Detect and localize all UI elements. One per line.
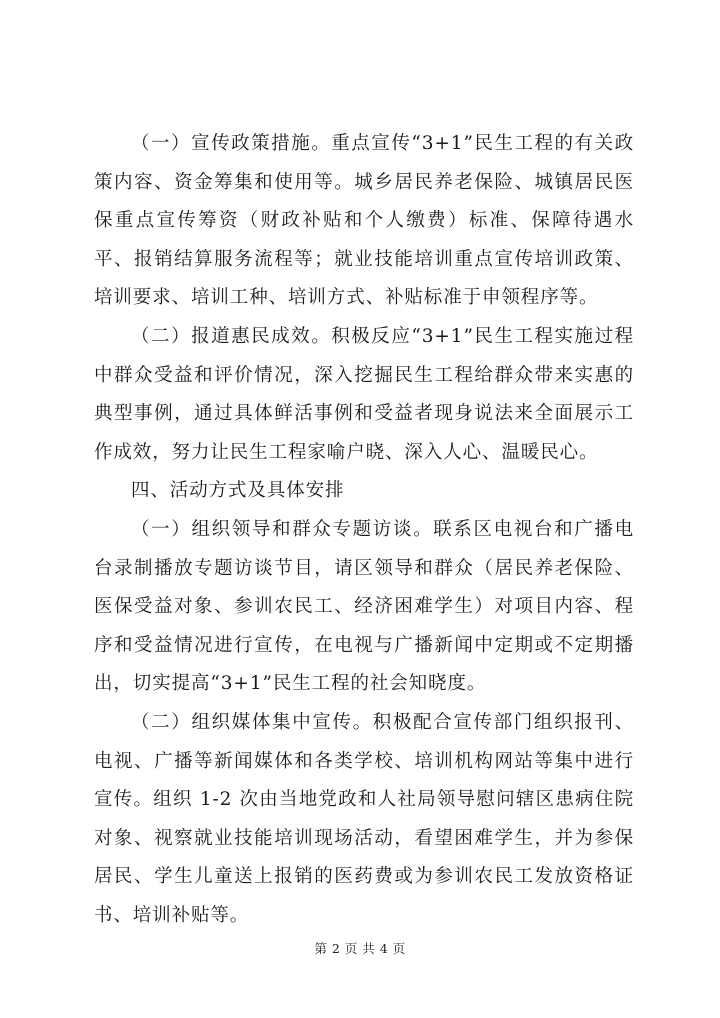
section-heading-activities: 四、活动方式及具体安排 bbox=[131, 480, 345, 502]
paragraph-publicity-policy: （一）宣传政策措施。重点宣传“3+1”民生工程的有关政策内容、资金筹集和使用等。城乡居民养老保险、城镇居民医保重点宣传筹资（财政补贴和个人缴费）标准、保障待遇水平、报销结算服务流程等；就业技能培训重点宣传培训政策、培训要求、培训工种、培训方式、补贴标准于申领程序等。 bbox=[94, 133, 634, 309]
page-number-footer: 第 2 页 共 4 页 bbox=[314, 941, 406, 956]
paragraph-interviews: （一）组织领导和群众专题访谈。联系区电视台和广播电台录制播放专题访谈节目，请区领导和群众（居民养老保险、医保受益对象、参训农民工、经济困难学生）对项目内容、程序和受益情况进行宣传，在电视与广播新闻中定期或不定期播出，切实提高“3+1”民生工程的社会知晓度。 bbox=[94, 518, 634, 695]
paragraph-media-publicity: （二）组织媒体集中宣传。积极配合宣传部门组织报刊、电视、广播等新闻媒体和各类学校、培训机构网站等集中进行宣传。组织 1-2 次由当地党政和人社局领导慰问辖区患病住院对象、视察就业技能培训现场活动，看望困难学生，并为参保居民、学生儿童送上报销的医药费或为参训农民工发放资格证书、培训补贴等。 bbox=[94, 711, 634, 926]
paragraph-report-results: （二）报道惠民成效。积极反应“3+1”民生工程实施过程中群众受益和评价情况，深入挖掘民生工程给群众带来实惠的典型事例，通过具体鲜活事例和受益者现身说法来全面展示工作成效，努力让民生工程家喻户晓、深入人心、温暖民心。 bbox=[94, 325, 634, 463]
document-body bbox=[94, 125, 634, 935]
